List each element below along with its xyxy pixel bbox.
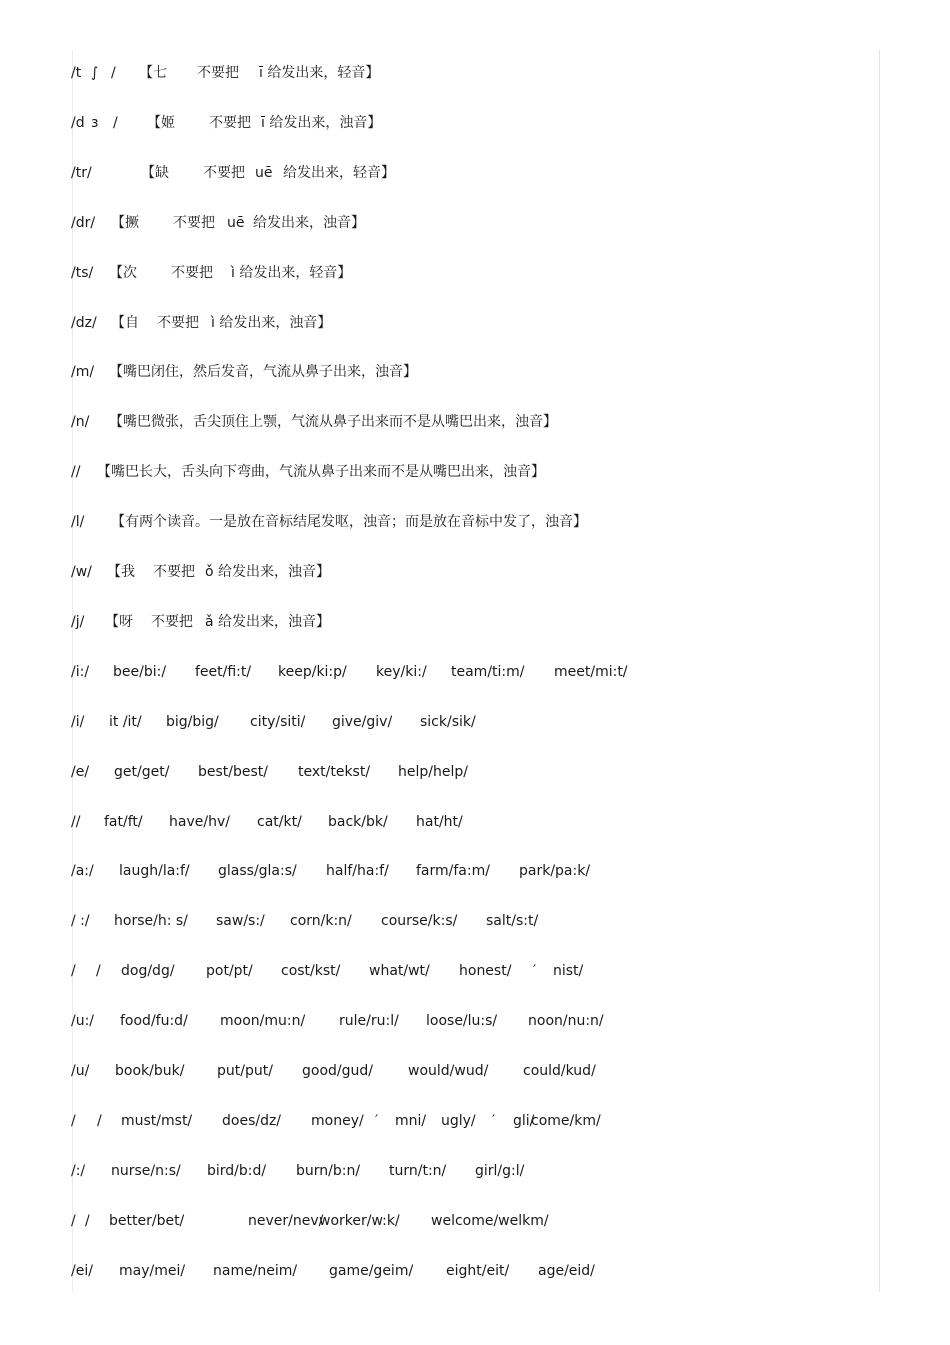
phonetic-cell: gli/ bbox=[513, 1112, 535, 1129]
phonetic-cell: keep/ki:p/ bbox=[278, 663, 347, 680]
phonetic-row bbox=[71, 58, 871, 88]
phonetic-cell: have/hv/ bbox=[169, 813, 230, 830]
phonetic-row bbox=[71, 906, 871, 936]
phonetic-symbol: / bbox=[71, 1112, 76, 1129]
phonetic-cell: / bbox=[97, 1112, 102, 1129]
phonetic-cell: 【姬 bbox=[147, 114, 175, 131]
phonetic-cell: sick/sik/ bbox=[420, 713, 476, 730]
phonetic-cell: eight/eit/ bbox=[446, 1262, 510, 1279]
phonetic-symbol: /tr/ bbox=[71, 164, 92, 181]
phonetic-row bbox=[71, 407, 871, 437]
phonetic-cell: good/gud/ bbox=[302, 1063, 373, 1079]
phonetic-cell: ì 给发出来，轻音】 bbox=[231, 264, 352, 281]
phonetic-row bbox=[71, 707, 871, 737]
phonetic-cell: what/wt/ bbox=[369, 963, 430, 980]
phonetic-cell: bird/b:d/ bbox=[207, 1162, 267, 1179]
phonetic-cell: 给发出来，浊音】 bbox=[253, 214, 365, 231]
phonetic-cell: 【自 bbox=[111, 314, 139, 331]
phonetic-cell: it /it/ bbox=[109, 713, 142, 730]
phonetic-cell: 不要把 bbox=[153, 564, 195, 580]
phonetic-symbol: /m/ bbox=[71, 364, 95, 381]
phonetic-cell: burn/b:n/ bbox=[296, 1162, 361, 1179]
phonetic-symbol: /u:/ bbox=[71, 1013, 95, 1030]
phonetic-row bbox=[71, 1056, 871, 1086]
phonetic-cell: team/ti:m/ bbox=[451, 663, 525, 680]
phonetic-cell: / bbox=[96, 963, 101, 980]
phonetic-cell: nurse/n:s/ bbox=[111, 1162, 181, 1179]
phonetic-symbol: /n/ bbox=[71, 414, 90, 431]
phonetic-cell: park/pa:k/ bbox=[519, 863, 591, 880]
phonetic-cell: text/tekst/ bbox=[298, 763, 371, 780]
phonetic-cell: must/mst/ bbox=[121, 1112, 193, 1129]
phonetic-cell: fat/ft/ bbox=[104, 813, 143, 830]
phonetic-symbol: /l/ bbox=[71, 514, 85, 531]
phonetic-cell: help/help/ bbox=[398, 763, 468, 780]
phonetic-cell: mni/ bbox=[395, 1112, 427, 1129]
phonetic-cell: moon/mu:n/ bbox=[220, 1013, 306, 1030]
phonetic-cell: name/neim/ bbox=[213, 1262, 298, 1279]
phonetic-symbol: /:/ bbox=[71, 1162, 86, 1179]
phonetic-cell: money/ bbox=[311, 1112, 364, 1129]
phonetic-cell: age/eid/ bbox=[538, 1262, 595, 1279]
phonetic-cell: 【次 bbox=[109, 264, 137, 281]
phonetic-cell: uē bbox=[227, 214, 245, 231]
phonetic-row bbox=[71, 607, 871, 637]
phonetic-cell: ī 给发出来，浊音】 bbox=[261, 114, 382, 131]
phonetic-row bbox=[71, 1106, 871, 1136]
phonetic-cell: corn/k:n/ bbox=[290, 913, 352, 930]
phonetic-cell: bee/bi:/ bbox=[113, 663, 167, 680]
phonetic-cell: 不要把 bbox=[157, 314, 199, 331]
phonetic-cell: saw/s:/ bbox=[216, 913, 265, 930]
phonetic-cell: 【七 bbox=[139, 65, 167, 81]
phonetic-cell: 不要把 bbox=[171, 264, 213, 281]
phonetic-cell: best/best/ bbox=[198, 763, 268, 780]
phonetic-symbol: /t bbox=[71, 65, 82, 81]
phonetic-cell: noon/nu:n/ bbox=[528, 1013, 604, 1030]
phonetic-cell: з bbox=[91, 114, 99, 131]
phonetic-row bbox=[71, 856, 871, 886]
phonetic-cell: salt/s:t/ bbox=[486, 913, 539, 930]
phonetic-symbol: / bbox=[71, 1212, 76, 1229]
phonetic-cell: 【缺 bbox=[141, 164, 169, 181]
phonetic-cell: welcome/welkm/ bbox=[431, 1212, 549, 1229]
phonetic-symbol: /i:/ bbox=[71, 663, 90, 680]
phonetic-symbol: /i/ bbox=[71, 713, 85, 730]
phonetic-cell: feet/fi:t/ bbox=[195, 663, 252, 680]
phonetic-row bbox=[71, 956, 871, 986]
phonetic-row bbox=[71, 108, 871, 138]
phonetic-row bbox=[71, 208, 871, 238]
phonetic-cell: key/ki:/ bbox=[376, 663, 427, 680]
phonetic-cell: worker/w:k/ bbox=[319, 1212, 400, 1229]
phonetic-cell: glass/gla:s/ bbox=[218, 863, 297, 880]
phonetic-cell: game/geim/ bbox=[329, 1262, 414, 1279]
phonetic-cell: back/bk/ bbox=[328, 813, 388, 830]
phonetic-symbol: /w/ bbox=[71, 564, 92, 580]
phonetic-cell: / bbox=[113, 114, 118, 131]
phonetic-row bbox=[71, 1256, 871, 1286]
phonetic-cell: girl/g:l/ bbox=[475, 1162, 525, 1179]
phonetic-cell: ∫ bbox=[91, 65, 99, 81]
phonetic-symbol: /d bbox=[71, 114, 85, 131]
phonetic-cell: laugh/la:f/ bbox=[119, 863, 190, 880]
phonetic-cell: ′ bbox=[533, 963, 537, 980]
phonetic-cell: book/buk/ bbox=[115, 1063, 185, 1079]
phonetic-cell: turn/t:n/ bbox=[389, 1162, 447, 1179]
phonetic-row bbox=[71, 357, 871, 387]
phonetic-cell: 【嘴巴微张，舌尖顶住上颚，气流从鼻子出来而不是从嘴巴出来，浊音】 bbox=[109, 414, 557, 431]
phonetic-cell: dog/dg/ bbox=[121, 963, 175, 980]
phonetic-symbol: // bbox=[71, 813, 81, 830]
phonetic-row bbox=[71, 557, 871, 587]
phonetic-symbol: / :/ bbox=[71, 913, 90, 930]
phonetic-row bbox=[71, 507, 871, 537]
phonetic-cell: give/giv/ bbox=[332, 713, 393, 730]
phonetic-cell: 【嘴巴长大，舌头向下弯曲，气流从鼻子出来而不是从嘴巴出来，浊音】 bbox=[97, 464, 545, 481]
phonetic-cell: 【我 bbox=[107, 564, 135, 580]
phonetic-cell: ′ bbox=[375, 1112, 379, 1129]
phonetic-cell: 【有两个读音。一是放在音标结尾发呕，浊音；而是放在音标中发了，浊音】 bbox=[111, 514, 587, 531]
phonetic-cell: half/ha:f/ bbox=[326, 863, 389, 880]
phonetic-cell: 【呀 bbox=[105, 613, 133, 630]
phonetic-cell: food/fu:d/ bbox=[120, 1013, 188, 1030]
phonetic-symbol: /ts/ bbox=[71, 264, 94, 281]
phonetic-cell: ǎ 给发出来，浊音】 bbox=[205, 613, 331, 630]
phonetic-cell: ugly/ bbox=[441, 1112, 476, 1129]
phonetic-cell: hat/ht/ bbox=[416, 813, 463, 830]
phonetic-symbol: /dr/ bbox=[71, 214, 96, 231]
phonetic-cell: cost/kst/ bbox=[281, 963, 341, 980]
phonetic-row bbox=[71, 1156, 871, 1186]
phonetic-cell: does/dz/ bbox=[222, 1112, 282, 1129]
phonetic-cell: / bbox=[111, 65, 116, 81]
phonetic-row bbox=[71, 1206, 871, 1236]
phonetic-symbol: / bbox=[71, 963, 76, 980]
phonetic-row bbox=[71, 1006, 871, 1036]
phonetic-cell: city/siti/ bbox=[250, 713, 306, 730]
phonetic-row bbox=[71, 757, 871, 787]
phonetic-symbol: /j/ bbox=[71, 613, 85, 630]
phonetic-cell: pot/pt/ bbox=[206, 963, 253, 980]
phonetic-cell: 不要把 bbox=[151, 613, 193, 630]
phonetic-row bbox=[71, 657, 871, 687]
phonetic-cell: put/put/ bbox=[217, 1063, 273, 1079]
phonetic-cell: big/big/ bbox=[166, 713, 219, 730]
phonetic-cell: 给发出来，轻音】 bbox=[283, 164, 395, 181]
phonetic-symbol: /a:/ bbox=[71, 863, 94, 880]
phonetic-row bbox=[71, 807, 871, 837]
phonetic-cell: come/km/ bbox=[531, 1112, 601, 1129]
phonetic-cell: 【嘴巴闭住，然后发音，气流从鼻子出来，浊音】 bbox=[109, 364, 417, 381]
phonetic-cell: get/get/ bbox=[114, 763, 170, 780]
phonetic-cell: uē bbox=[255, 164, 273, 181]
phonetic-cell: better/bet/ bbox=[109, 1212, 185, 1229]
phonetic-cell: rule/ru:l/ bbox=[339, 1013, 399, 1030]
phonetic-cell: nist/ bbox=[553, 963, 584, 980]
phonetic-symbol: // bbox=[71, 464, 81, 481]
phonetic-cell: ′ bbox=[492, 1112, 496, 1129]
phonetic-cell: meet/mi:t/ bbox=[554, 663, 628, 680]
phonetic-cell: 不要把 bbox=[203, 164, 245, 181]
phonetic-cell: / bbox=[85, 1212, 90, 1229]
phonetic-cell: cat/kt/ bbox=[257, 813, 302, 830]
phonetic-cell: ǒ 给发出来，浊音】 bbox=[205, 564, 331, 580]
phonetic-symbol: /dz/ bbox=[71, 314, 97, 331]
phonetic-cell: may/mei/ bbox=[119, 1262, 186, 1279]
phonetic-cell: 不要把 bbox=[173, 214, 215, 231]
phonetic-symbol: /ei/ bbox=[71, 1262, 93, 1279]
phonetic-cell: honest/ bbox=[459, 963, 512, 980]
phonetic-cell: 不要把 bbox=[197, 65, 239, 81]
phonetic-symbol: /e/ bbox=[71, 763, 90, 780]
phonetic-cell: ì 给发出来，浊音】 bbox=[211, 314, 332, 331]
phonetic-cell: never/nev/ bbox=[248, 1212, 324, 1229]
phonetic-symbol: /u/ bbox=[71, 1063, 90, 1079]
phonetic-cell: 【撅 bbox=[111, 214, 139, 231]
phonetic-row bbox=[71, 308, 871, 338]
phonetic-row bbox=[71, 158, 871, 188]
phonetic-cell: course/k:s/ bbox=[381, 913, 458, 930]
phonetic-cell: horse/h: s/ bbox=[114, 913, 188, 930]
phonetic-cell: 不要把 bbox=[209, 114, 251, 131]
phonetic-cell: could/kud/ bbox=[523, 1063, 596, 1079]
phonetic-cell: farm/fa:m/ bbox=[416, 863, 490, 880]
phonetic-row bbox=[71, 258, 871, 288]
phonetic-cell: loose/lu:s/ bbox=[426, 1013, 498, 1030]
phonetic-cell: ī 给发出来，轻音】 bbox=[259, 65, 380, 81]
phonetic-row bbox=[71, 457, 871, 487]
phonetic-cell: would/wud/ bbox=[408, 1063, 489, 1079]
